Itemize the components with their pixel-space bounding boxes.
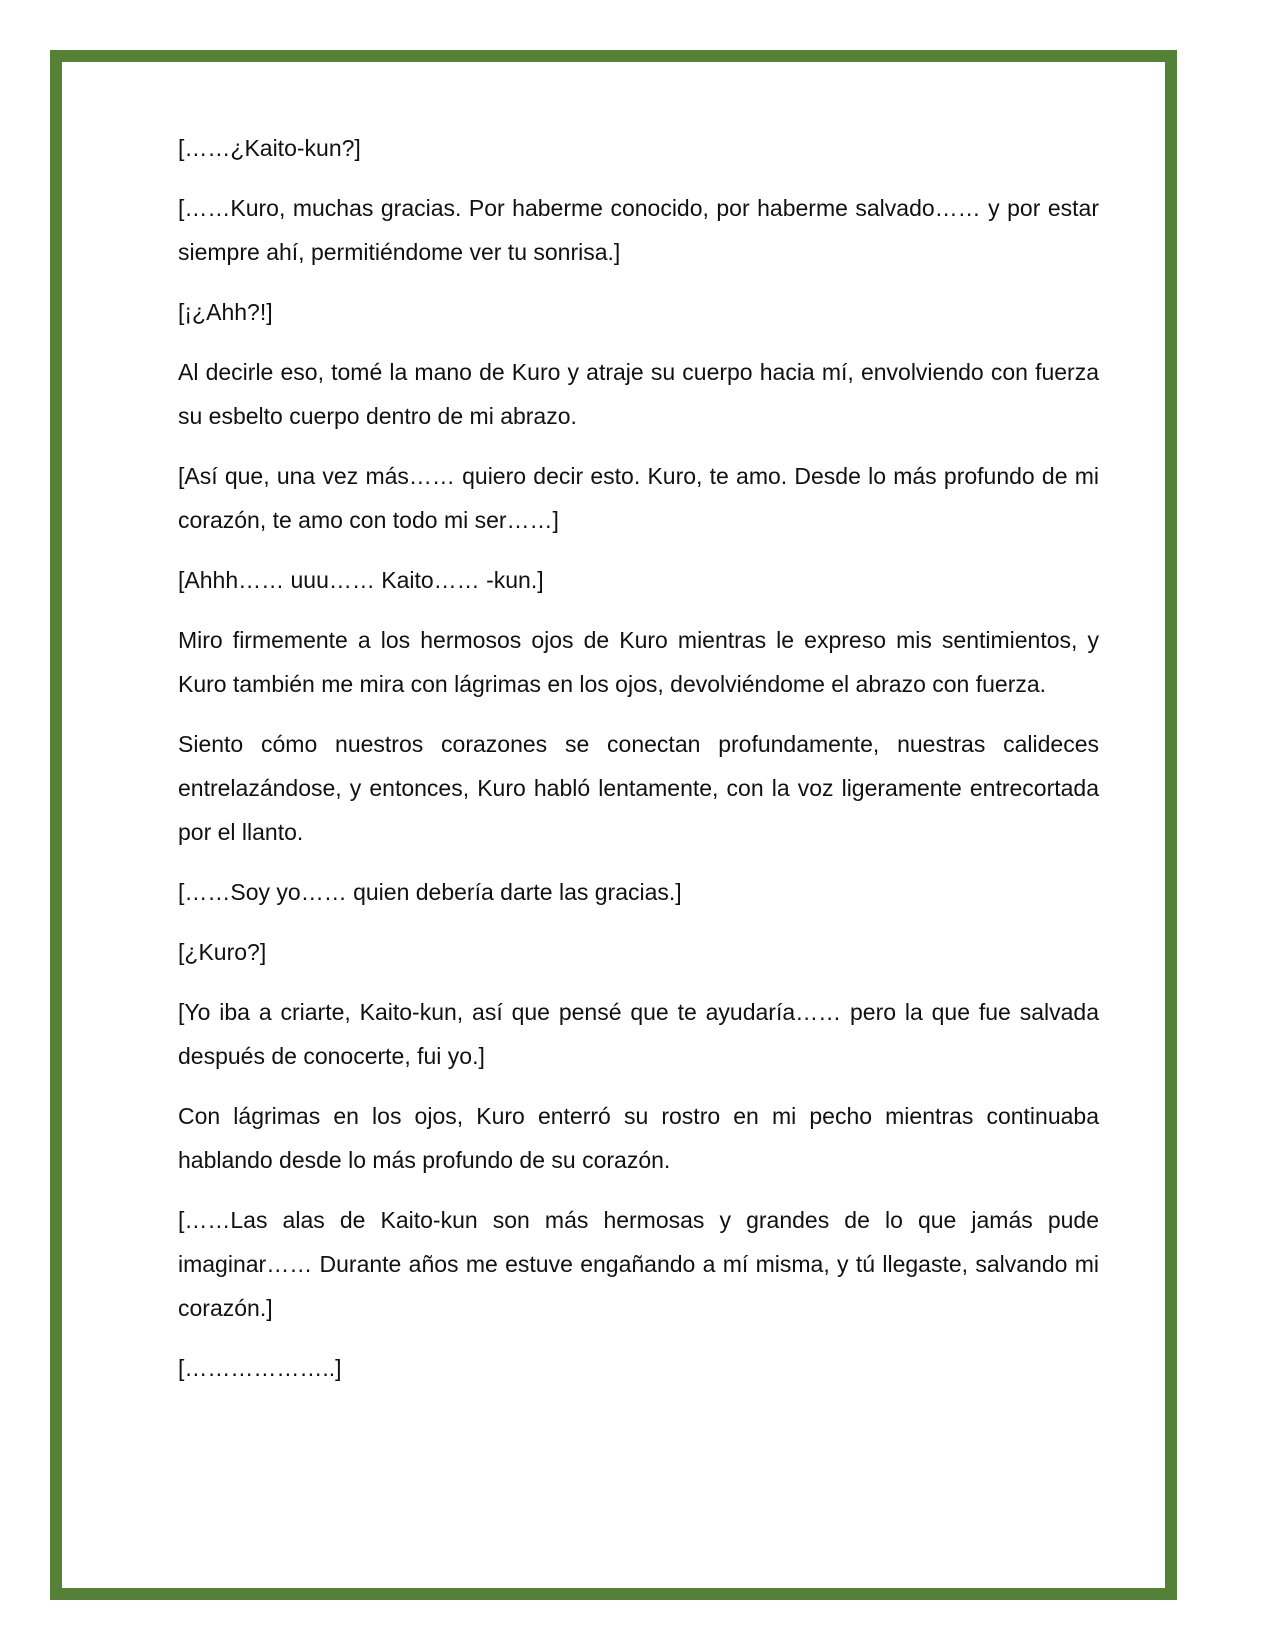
paragraph: Miro firmemente a los hermosos ojos de Kuro mientras le expreso mis sentimientos, y Kuro también me mira con lágrimas en los ojos, devolviéndome el abrazo con fuerza. — [178, 627, 1099, 697]
paragraph: [……¿Kaito-kun?] — [178, 135, 361, 161]
paragraph: [………………..] — [178, 1355, 342, 1381]
paragraph: [……Soy yo…… quien debería darte las gracias.] — [178, 879, 682, 905]
paragraph: Siento cómo nuestros corazones se conectan profundamente, nuestras calideces entrelazándose, y entonces, Kuro habló lentamente, con la voz ligeramente entrecortada por el llanto. — [178, 731, 1099, 845]
paragraph: [……Kuro, muchas gracias. Por haberme conocido, por haberme salvado…… y por estar siempre ahí, permitiéndome ver tu sonrisa.] — [178, 195, 1099, 265]
paragraph: [¿Kuro?] — [178, 939, 267, 965]
paragraph: [Yo iba a criarte, Kaito-kun, así que pensé que te ayudaría…… pero la que fue salvada después de conocerte, fui yo.] — [178, 999, 1099, 1069]
paragraph: Con lágrimas en los ojos, Kuro enterró su rostro en mi pecho mientras continuaba hablando desde lo más profundo de su corazón. — [178, 1103, 1099, 1173]
paragraph: [Así que, una vez más…… quiero decir esto. Kuro, te amo. Desde lo más profundo de mi corazón, te amo con todo mi ser……] — [178, 463, 1099, 533]
paragraph: [……Las alas de Kaito-kun son más hermosas y grandes de lo que jamás pude imaginar…… Durante años me estuve engañando a mí misma, y tú llegaste, salvando mi corazón.] — [178, 1207, 1099, 1321]
paragraph: Al decirle eso, tomé la mano de Kuro y atraje su cuerpo hacia mí, envolviendo con fuerza su esbelto cuerpo dentro de mi abrazo. — [178, 359, 1099, 429]
page-text — [178, 126, 1099, 1406]
paragraph: [Ahhh…… uuu…… Kaito…… -kun.] — [178, 567, 544, 593]
paragraph: [¡¿Ahh?!] — [178, 299, 273, 325]
